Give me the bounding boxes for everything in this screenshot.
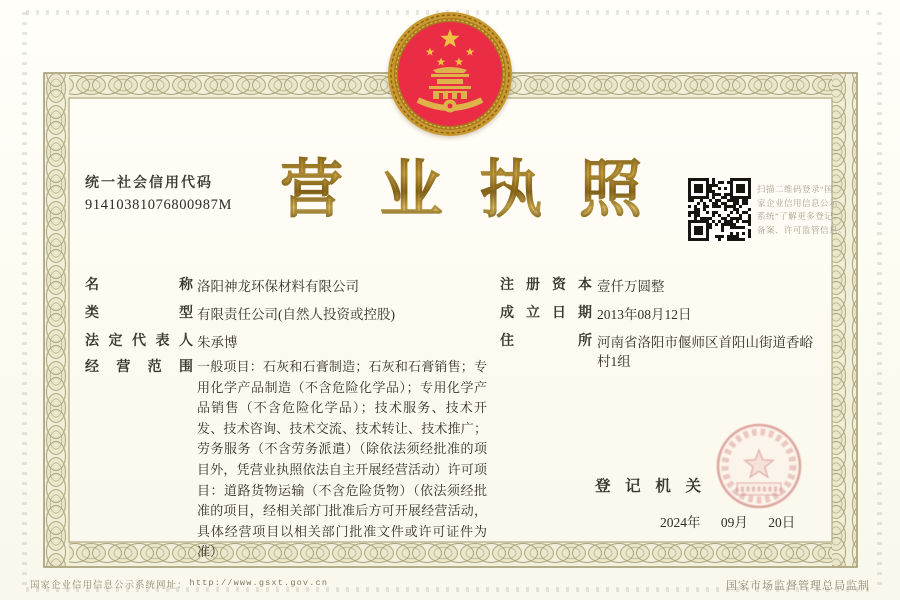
footer-site-url: http://www.gsxt.gov.cn bbox=[189, 578, 329, 588]
deckle-edge-right bbox=[877, 12, 882, 588]
footer-left bbox=[30, 577, 328, 591]
field-label-registered-capital: 注 册 资 本 bbox=[500, 278, 592, 293]
registration-authority-label: 登 记 机 关 bbox=[595, 478, 701, 495]
field-label-business-scope: 经 营 范 围 bbox=[85, 360, 193, 375]
field-label-type: 类 型 bbox=[85, 306, 193, 321]
qr-caption bbox=[757, 183, 849, 237]
credit-code-block bbox=[85, 172, 232, 214]
field-value-address: 河南省洛阳市偃师区首阳山街道香峪村1组 bbox=[597, 335, 813, 369]
qr-caption-line-1: 扫描二维码登录“国 bbox=[757, 184, 834, 194]
field-label-name: 名 称 bbox=[85, 278, 193, 293]
field-value-type: 有限责任公司(自然人投资或控股) bbox=[197, 307, 395, 322]
license-title: 营 业 执 照 bbox=[280, 155, 642, 225]
china-national-emblem bbox=[385, 6, 515, 146]
footer-right: 国家市场监督管理总局监制 bbox=[726, 580, 870, 592]
field-value-legal-representative: 朱承博 bbox=[197, 335, 238, 350]
deckle-edge-left bbox=[22, 12, 27, 588]
registration-date-month: 09月 bbox=[720, 515, 748, 530]
credit-code-label: 统一社会信用代码 bbox=[85, 176, 213, 191]
field-value-establishment-date: 2013年08月12日 bbox=[597, 307, 692, 322]
field-value-business-scope: 一般项目：石灰和石膏制造；石灰和石膏销售；专用化学产品制造（不含危险化学品）；专用化学产品销售（不含危险化学品）；技术服务、技术开发、技术咨询、技术交流、技术转让、技术推广；劳务服务（不含劳务派遣）（除依法须经批准的项目外，凭营业执照依法自主开展经营活动）许可项目：道路货物运输（不含危险货物）（依法须经批准的项目，经相关部门批准后方可开展经营活动，具体经营项目以相关部门批准文件或许可证件为准） bbox=[197, 359, 487, 560]
registration-date-year: 2024年 bbox=[660, 515, 701, 530]
field-value-registered-capital: 壹仟万圆整 bbox=[597, 279, 665, 294]
qr-caption-line-2: 家企业信用信息公示 bbox=[757, 197, 839, 208]
qr-caption-line-3: 系统”了解更多登记、 bbox=[757, 211, 843, 221]
registration-date-day: 20日 bbox=[768, 515, 796, 530]
qr-code bbox=[688, 178, 751, 241]
credit-code-value: 91410381076800987M bbox=[85, 197, 232, 213]
field-label-address: 住 所 bbox=[500, 334, 592, 349]
field-value-name: 洛阳神龙环保材料有限公司 bbox=[197, 279, 359, 294]
footer-site-label: 国家企业信用信息公示系统网址： bbox=[30, 581, 188, 591]
qr-caption-line-4: 备案、许可监管信息。 bbox=[757, 224, 848, 235]
field-label-legal-representative: 法 定 代 表 人 bbox=[85, 334, 193, 349]
official-seal bbox=[712, 420, 808, 520]
field-label-establishment-date: 成 立 日 期 bbox=[500, 306, 592, 321]
